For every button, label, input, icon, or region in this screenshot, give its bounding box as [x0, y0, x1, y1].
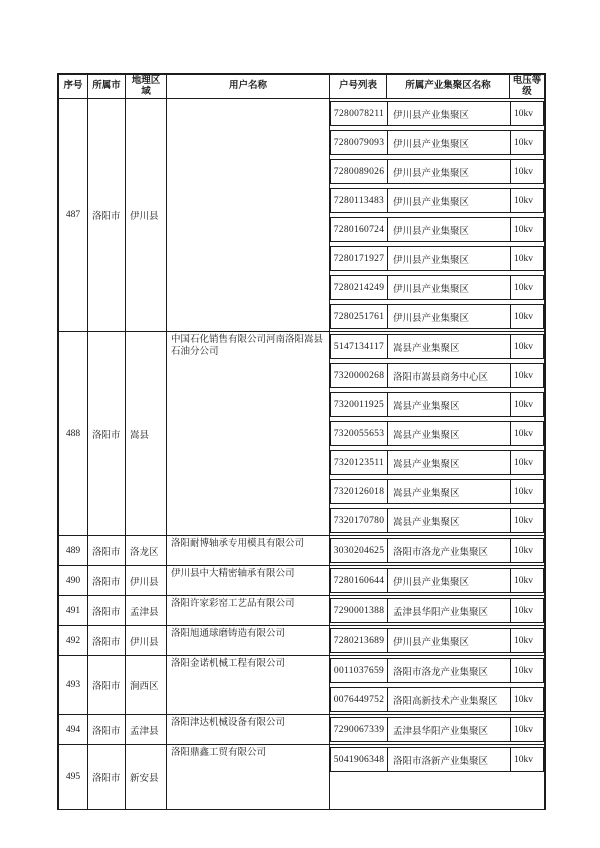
voltage-cell: 10kv: [514, 108, 533, 119]
voltage-cell: 10kv: [514, 545, 533, 556]
account-box: [330, 421, 544, 446]
account-box: [330, 334, 544, 359]
zone-cell: 嵩县产业集聚区: [388, 509, 511, 532]
account-row: [330, 506, 544, 535]
voltage-cell: 10kv: [514, 253, 533, 264]
table-row: [59, 656, 544, 715]
voltage-cell: 10kv: [514, 341, 533, 352]
account-box: [330, 130, 544, 155]
voltage-cell: 10kv: [514, 224, 533, 235]
column-header-seq: 序号: [59, 75, 88, 98]
zone-cell: 嵩县产业集聚区: [388, 480, 511, 503]
account-box: [330, 508, 544, 533]
account-box: [330, 598, 544, 623]
voltage-cell: 10kv: [514, 724, 533, 735]
district-cell: 嵩县: [126, 332, 167, 535]
zone-cell: 嵩县产业集聚区: [388, 451, 511, 474]
zone-cell: 孟津县华阳产业集聚区: [388, 599, 511, 622]
user-cell: 洛阳金诺机械工程有限公司: [167, 656, 330, 714]
voltage-cell: 10kv: [514, 166, 533, 177]
account-row: [330, 99, 544, 128]
voltage-cell: 10kv: [514, 428, 533, 439]
voltage-cell: 10kv: [514, 486, 533, 497]
table-row: [59, 626, 544, 656]
account-cell: 7280251761: [331, 305, 388, 328]
account-box: [330, 392, 544, 417]
city-cell: 洛阳市: [88, 566, 126, 595]
zone-cell: 伊川县产业集聚区: [388, 102, 511, 125]
account-box: [330, 717, 544, 742]
city-cell: 洛阳市: [88, 596, 126, 625]
account-cell: 7290067339: [331, 718, 388, 741]
district-cell: 孟津县: [126, 596, 167, 625]
city-cell: 洛阳市: [88, 536, 126, 565]
account-cell: 5041906348: [331, 748, 388, 771]
account-box: [330, 479, 544, 504]
table-row: [59, 715, 544, 745]
account-list: [330, 566, 544, 595]
city-cell: 洛阳市: [88, 656, 126, 714]
account-cell: 7320000268: [331, 364, 388, 387]
zone-cell: 洛阳高新技术产业集聚区: [388, 688, 511, 711]
table-row: [59, 536, 544, 566]
zone-cell: 伊川县产业集聚区: [388, 629, 511, 652]
voltage-cell: 10kv: [514, 137, 533, 148]
column-header-zone: 所属产业集聚区名称: [387, 75, 510, 98]
table-body: [59, 99, 544, 810]
voltage-cell: 10kv: [514, 605, 533, 616]
district-cell: 新安县: [126, 745, 167, 809]
column-header-user: 用户名称: [167, 75, 330, 98]
account-cell: 7290001388: [331, 599, 388, 622]
seq-cell: 488: [59, 332, 88, 535]
account-box: [330, 363, 544, 388]
account-row: [330, 745, 544, 774]
account-row: [330, 685, 544, 714]
seq-cell: 487: [59, 99, 88, 331]
zone-cell: 洛阳市嵩县商务中心区: [388, 364, 511, 387]
account-row: [330, 656, 544, 685]
account-row: [330, 596, 544, 625]
seq-cell: 489: [59, 536, 88, 565]
account-list: [330, 99, 544, 331]
account-cell: 7280171927: [331, 247, 388, 270]
account-box: [330, 101, 544, 126]
account-row: [330, 332, 544, 361]
seq-cell: 492: [59, 626, 88, 655]
account-cell: 7320123511: [331, 451, 388, 474]
account-cell: 3030204625: [331, 539, 388, 562]
district-cell: 孟津县: [126, 715, 167, 744]
account-box: [330, 304, 544, 329]
table-row: [59, 99, 544, 332]
account-box: [330, 628, 544, 653]
seq-cell: 494: [59, 715, 88, 744]
account-row: [330, 244, 544, 273]
zone-cell: 伊川县产业集聚区: [388, 218, 511, 241]
account-row: [330, 128, 544, 157]
zone-cell: 伊川县产业集聚区: [388, 305, 511, 328]
account-list: [330, 332, 544, 535]
account-cell: 5147134117: [331, 335, 388, 358]
account-cell: 7320055653: [331, 422, 388, 445]
voltage-cell: 10kv: [514, 635, 533, 646]
voltage-cell: 10kv: [514, 457, 533, 468]
voltage-cell: 10kv: [514, 311, 533, 322]
account-cell: 7320170780: [331, 509, 388, 532]
seq-cell: 490: [59, 566, 88, 595]
account-list: [330, 715, 544, 744]
district-cell: 伊川县: [126, 99, 167, 331]
seq-cell: 495: [59, 745, 88, 809]
user-cell: 洛阳津达机械设备有限公司: [167, 715, 330, 744]
account-list: [330, 596, 544, 625]
city-cell: 洛阳市: [88, 745, 126, 809]
account-row: [330, 186, 544, 215]
account-box: [330, 747, 544, 772]
account-cell: 7320011925: [331, 393, 388, 416]
account-box: [330, 275, 544, 300]
voltage-cell: 10kv: [514, 665, 533, 676]
user-cell: 中国石化销售有限公司河南洛阳嵩县石油分公司: [167, 332, 330, 535]
zone-cell: 嵩县产业集聚区: [388, 422, 511, 445]
account-list: [330, 536, 544, 565]
voltage-cell: 10kv: [514, 754, 533, 765]
column-header-account: 户号列表: [330, 75, 387, 98]
account-cell: 0011037659: [331, 659, 388, 682]
zone-cell: 伊川县产业集聚区: [388, 247, 511, 270]
zone-cell: 洛阳市洛新产业集聚区: [388, 748, 511, 771]
city-cell: 洛阳市: [88, 715, 126, 744]
account-list: [330, 626, 544, 655]
account-row: [330, 157, 544, 186]
account-box: [330, 568, 544, 593]
zone-cell: 伊川县产业集聚区: [388, 569, 511, 592]
account-row: [330, 566, 544, 595]
voltage-cell: 10kv: [514, 370, 533, 381]
table-row: [59, 745, 544, 810]
account-cell: 7280079093: [331, 131, 388, 154]
account-cell: 7320126018: [331, 480, 388, 503]
account-row: [330, 536, 544, 565]
column-header-voltage: 电压等级: [512, 76, 542, 97]
voltage-cell: 10kv: [514, 694, 533, 705]
account-box: [330, 159, 544, 184]
zone-cell: 洛阳市洛龙产业集聚区: [388, 659, 511, 682]
account-box: [330, 687, 544, 712]
user-cell: [167, 99, 330, 331]
zone-cell: 孟津县华阳产业集聚区: [388, 718, 511, 741]
zone-cell: 伊川县产业集聚区: [388, 160, 511, 183]
column-header-city: 所属市: [88, 75, 126, 98]
city-cell: 洛阳市: [88, 626, 126, 655]
account-box: [330, 538, 544, 563]
account-cell: 7280078211: [331, 102, 388, 125]
district-cell: 伊川县: [126, 626, 167, 655]
account-cell: 7280214249: [331, 276, 388, 299]
account-row: [330, 715, 544, 744]
voltage-cell: 10kv: [514, 195, 533, 206]
table-header: [59, 75, 544, 99]
account-row: [330, 361, 544, 390]
table-row: [59, 332, 544, 536]
user-cell: 洛阳鼎鑫工贸有限公司: [167, 745, 330, 809]
table-clip-region: [57, 73, 546, 784]
account-row: [330, 477, 544, 506]
user-cell: 洛阳耐博轴承专用模具有限公司: [167, 536, 330, 565]
voltage-cell: 10kv: [514, 282, 533, 293]
voltage-cell: 10kv: [514, 515, 533, 526]
zone-cell: 洛阳市洛龙产业集聚区: [388, 539, 511, 562]
city-cell: 洛阳市: [88, 332, 126, 535]
account-box: [330, 450, 544, 475]
account-box: [330, 188, 544, 213]
account-cell: 7280089026: [331, 160, 388, 183]
account-box: [330, 246, 544, 271]
seq-cell: 491: [59, 596, 88, 625]
account-list: [330, 656, 544, 714]
account-row: [330, 273, 544, 302]
user-cell: 洛阳许家彩窑工艺品有限公司: [167, 596, 330, 625]
account-row: [330, 390, 544, 419]
account-row: [330, 419, 544, 448]
user-cell: 伊川县中大精密轴承有限公司: [167, 566, 330, 595]
city-cell: 洛阳市: [88, 99, 126, 331]
table-row: [59, 566, 544, 596]
account-row: [330, 626, 544, 655]
account-cell: 7280160724: [331, 218, 388, 241]
voltage-cell: 10kv: [514, 399, 533, 410]
account-row: [330, 302, 544, 331]
zone-cell: 伊川县产业集聚区: [388, 189, 511, 212]
zone-cell: 嵩县产业集聚区: [388, 393, 511, 416]
district-cell: 洛龙区: [126, 536, 167, 565]
account-cell: 7280113483: [331, 189, 388, 212]
zone-cell: 嵩县产业集聚区: [388, 335, 511, 358]
user-table: [57, 73, 546, 810]
zone-cell: 伊川县产业集聚区: [388, 276, 511, 299]
zone-cell: 伊川县产业集聚区: [388, 131, 511, 154]
account-cell: 7280160644: [331, 569, 388, 592]
seq-cell: 493: [59, 656, 88, 714]
user-cell: 洛阳旭通球磨铸造有限公司: [167, 626, 330, 655]
district-cell: 伊川县: [126, 566, 167, 595]
table-row: [59, 596, 544, 626]
account-row: [330, 215, 544, 244]
district-cell: 涧西区: [126, 656, 167, 714]
account-list: [330, 745, 544, 809]
account-cell: 0076449752: [331, 688, 388, 711]
voltage-cell: 10kv: [514, 575, 533, 586]
account-cell: 7280213689: [331, 629, 388, 652]
column-header-district: 地理区域: [126, 75, 167, 98]
account-box: [330, 658, 544, 683]
account-box: [330, 217, 544, 242]
account-row: [330, 448, 544, 477]
